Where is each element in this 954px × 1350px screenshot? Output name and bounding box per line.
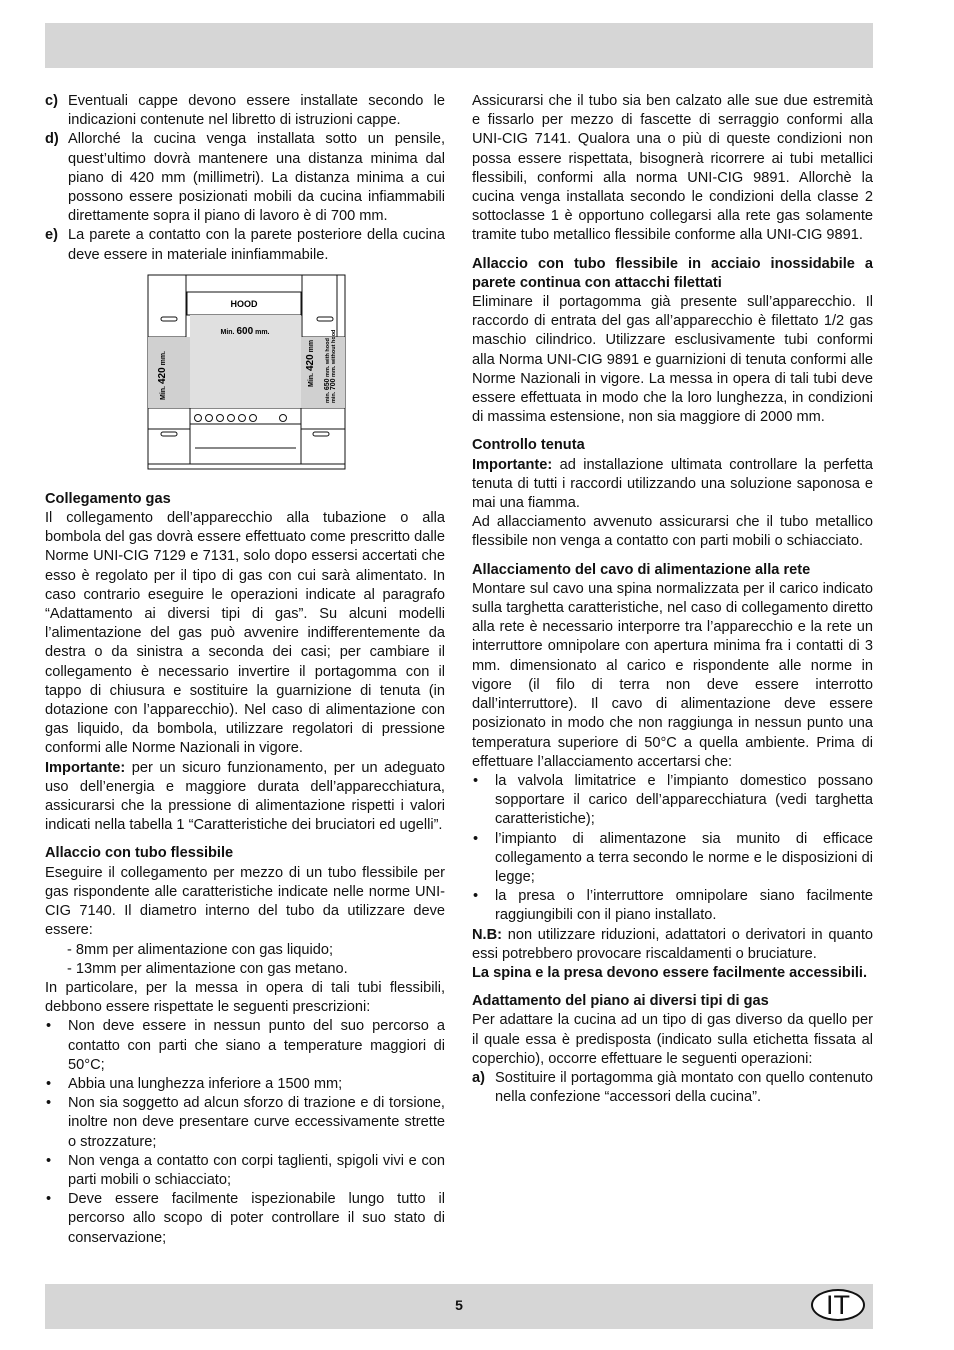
important-label: Importante: — [45, 759, 126, 776]
without-hood-text: mm. without hood — [331, 329, 337, 377]
page-number: 5 — [455, 1297, 463, 1313]
bullet-item: • la valvola limitatrice e l’impianto domestico possano sopportare il carico dell’apparecchiatura (vedi targhetta caratteristiche); — [472, 772, 873, 830]
with-hood-text: mm. with hood — [325, 337, 331, 377]
cable-body: Montare sul cavo una spina normalizzata per il carico indicato sulla targhetta caratteristiche, nel caso di collegamento diretto alla rete è necessario interporre tra l’apparecchio e la rete un interruttore omnipolare con apertura minima fra i contatti di 3 mm. dimensionato al carico e rispondente alle norme in vigore (il filo di terra non deve essere interrotto dall’interruttore). Il cavo di alimentazione deve essere posizionato in modo che non raggiunga in nessun punto una temperatura superiore di 50°C a quella ambiente. Prima di effettuare l’allacciamento accertarsi che: — [472, 580, 873, 770]
without-hood-label — [330, 329, 337, 402]
flex-body: Eseguire il collegamento per mezzo di un tubo flessibile per gas rispondente alle caratteristiche indicate nelle norme UNI-CIG 7140. Il diametro interno del tubo da utilizzare deve essere: — [45, 864, 445, 939]
without-hood-prefix: min. — [331, 391, 337, 403]
item-label: c) — [45, 93, 58, 109]
steel-body: Eliminare il portagomma già presente sull’apparecchio. Il raccordo di entrata del gas all’apparecchio è filettato 1/2 gas maschio cilindrico. Utilizzare esclusivamente tubi conformi alla Norma UNI-CIG 9891 e guarnizioni di tenuta conformi alle Norme Nazionali in vigore. La messa in opera di tali tubi deve essere effettuata in modo che la loro lunghezza, in condizioni di massima estensione, non sia maggiore di 2000 mm. — [472, 294, 873, 426]
seal-important — [472, 456, 873, 514]
list-item-a — [472, 1069, 873, 1107]
item-label: d) — [45, 131, 59, 148]
item-label: e) — [45, 227, 58, 244]
bullet-item: • Non deve essere in nessun punto del suo percorso a contatto con parti che siano a temperature maggiori di 50°C; — [45, 1017, 445, 1075]
important-text: ad installazione ultimata controllare la perfetta tenuta di tutti i raccordi utilizzando una soluzione saponosa e mai una fiamma. — [472, 456, 873, 512]
flex-body-2: In particolare, per la messa in opera di tali tubi flessibili, debbono essere rispettate le seguenti prescrizioni: — [45, 979, 445, 1016]
hood-label: HOOD — [230, 298, 258, 309]
clearance-left — [148, 337, 190, 408]
gas-important — [45, 759, 445, 836]
seal-body-2: Ad allacciamento avvenuto assicurarsi che il tubo metallico flessibile non venga a contatto con parti mobili o schiacciato. — [472, 514, 873, 550]
flex-dash-2: - 13mm per alimentazione con gas metano. — [67, 960, 348, 977]
bullet-item: • Non venga a contatto con corpi taglienti, spigoli vivi e con parti mobili o schiacciato; — [45, 1152, 445, 1190]
left-column — [45, 92, 445, 1248]
bullet-item: • la presa o l’interruttore omnipolare siano facilmente raggiungibili con il piano installato. — [472, 887, 873, 925]
cable-title: Allacciamento del cavo di alimentazione alla rete — [472, 561, 811, 578]
footer-bar — [45, 1284, 873, 1329]
left-height-prefix: Min. — [160, 385, 167, 400]
flex-dash-1: - 8mm per alimentazione con gas liquido; — [67, 941, 334, 958]
intro-paragraph: Assicurarsi che il tubo sia ben calzato alle sue due estremità e fissarlo per mezzo di fascette di serraggio conformi alla UNI-CIG 7141. Qualora una o più di queste condizioni non possa essere rispettata, bisognerà ricorrere ai tubi metallici flessibili, conformi alla norma UNI-CIG 9891. Allorchè la cucina venga installata secondo le condizioni della classe 2 sottoclasse 1 è opportuno collegarsi alla rete gas solamente tramite tubo metallico flessibile conforme alla UNI-CIG 9891. — [472, 93, 873, 244]
right-height-prefix: Min. — [308, 372, 315, 387]
gas-title: Collegamento gas — [45, 490, 171, 507]
header-bar — [45, 23, 873, 68]
list-item-d — [45, 130, 445, 226]
language-badge: IT — [811, 1289, 865, 1321]
item-text: Eventuali cappe devono essere installate secondo le indicazioni contenute nel libretto di istruzioni cappe. — [68, 93, 445, 129]
left-height-value: 420 — [157, 367, 168, 384]
bullet-item: • Abbia una lunghezza inferiore a 1500 mm; — [45, 1075, 445, 1094]
adapt-body: Per adattare la cucina ad un tipo di gas diverso da quello per il quale essa è predisposta (indicato sulla etichetta fissata al coperchio), occorre effettuare le seguenti operazioni: — [472, 1012, 873, 1067]
list-item-c — [45, 92, 445, 130]
nb-note — [472, 926, 873, 964]
min-width-prefix: Min. — [220, 328, 235, 336]
adapt-title: Adattamento del piano ai diversi tipi di gas — [472, 993, 769, 1010]
svg-text:HOOD — [231, 299, 259, 309]
steel-title: Allaccio con tubo flessibile in acciaio inossidabile a parete continua con attacchi filettati — [472, 255, 873, 291]
important-label: Importante: — [472, 456, 553, 473]
installation-diagram — [45, 269, 445, 479]
right-height-value: 420 — [305, 354, 316, 371]
item-text: Allorché la cucina venga installata sotto un pensile, quest’ultimo dovrà mantenere una distanza minima dal piano di 420 mm (millimetri). La distanza minima a cui possono essere posizionati mobili da cucina infiammabili direttamente sopra il piano di lavoro è di 700 mm. — [68, 131, 445, 225]
seal-title: Controllo tenuta — [472, 437, 585, 454]
bullet-item: • Non sia soggetto ad alcun sforzo di trazione e di torsione, inoltre non deve presentare curve eccessivamente strette o strozzature; — [45, 1094, 445, 1152]
item-text: Sostituire il portagomma già montato con quello contenuto nella confezione “accessori della cucina”. — [495, 1069, 873, 1106]
nb-text: non utilizzare riduzioni, adattatori o derivatori in quanto essi potrebbero provocare riscaldamenti o bruciature. — [472, 926, 873, 962]
min-width-unit: mm. — [255, 328, 270, 336]
left-height-unit: mm. — [160, 350, 167, 366]
without-hood-value: 700 — [330, 378, 337, 390]
with-hood-value: 650 — [324, 378, 331, 390]
gas-body: Il collegamento dell’apparecchio alla tubazione o alla bombola del gas dovrà essere effettuato come prescritto dalle Norme UNI-CIG 7129 e 7131, solo dopo essersi accertati che esso è regolato per il tipo di gas con cui sarà alimentato. In caso contrario eseguire le operazioni indicate al paragrafo “Adattamento ai diversi tipi di gas”. Su alcuni modelli l’alimentazione del gas può avvenire indifferentemente da destra o da sinistra a seconda dei casi; per cambiare il collegamento è necessario invertire il portagomma con il tappo di chiusura e sostituire la guarnizione di tenuta (in dotazione con l’apparecchio). Nel caso di alimentazione con gas liquido, da bombola, utilizzare regolatori di pressione conformi alle Norme Nazionali in vigore. — [45, 510, 445, 757]
right-column — [472, 92, 873, 1107]
bold-note: La spina e la presa devono essere facilmente accessibili. — [472, 964, 868, 981]
upper-cabinet-right — [302, 275, 345, 337]
item-label: a) — [472, 1069, 485, 1086]
flex-title: Allaccio con tubo flessibile — [45, 845, 234, 862]
item-text: La parete a contatto con la parete posteriore della cucina deve essere in materiale ininfiammabile. — [68, 227, 445, 263]
nb-label: N.B: — [472, 926, 502, 943]
min-width-value: 600 — [236, 325, 254, 337]
list-item-e — [45, 226, 445, 264]
installation-diagram-svg — [45, 269, 445, 479]
with-hood-label — [324, 338, 331, 403]
bullet-item: • l’impianto di alimentazone sia munito di efficace collegamento a terra secondo le norme e le disposizioni di legge; — [472, 830, 873, 888]
important-text: per un sicuro funzionamento, per un adeguato uso dell’energia e maggiore durata dell’apparecchiatura, assicurarsi che la pressione di alimentazione rispetti i valori indicati nella tabella 1 “Caratteristiche dei bruciatori ed ugelli”. — [45, 759, 445, 834]
right-height-unit: mm — [308, 339, 315, 353]
upper-cabinet-left — [148, 275, 186, 337]
bullet-item: • Deve essere facilmente ispezionabile lungo tutto il percorso allo scopo di poter controllare il suo stato di conservazione; — [45, 1190, 445, 1248]
with-hood-prefix: min. — [325, 391, 331, 403]
